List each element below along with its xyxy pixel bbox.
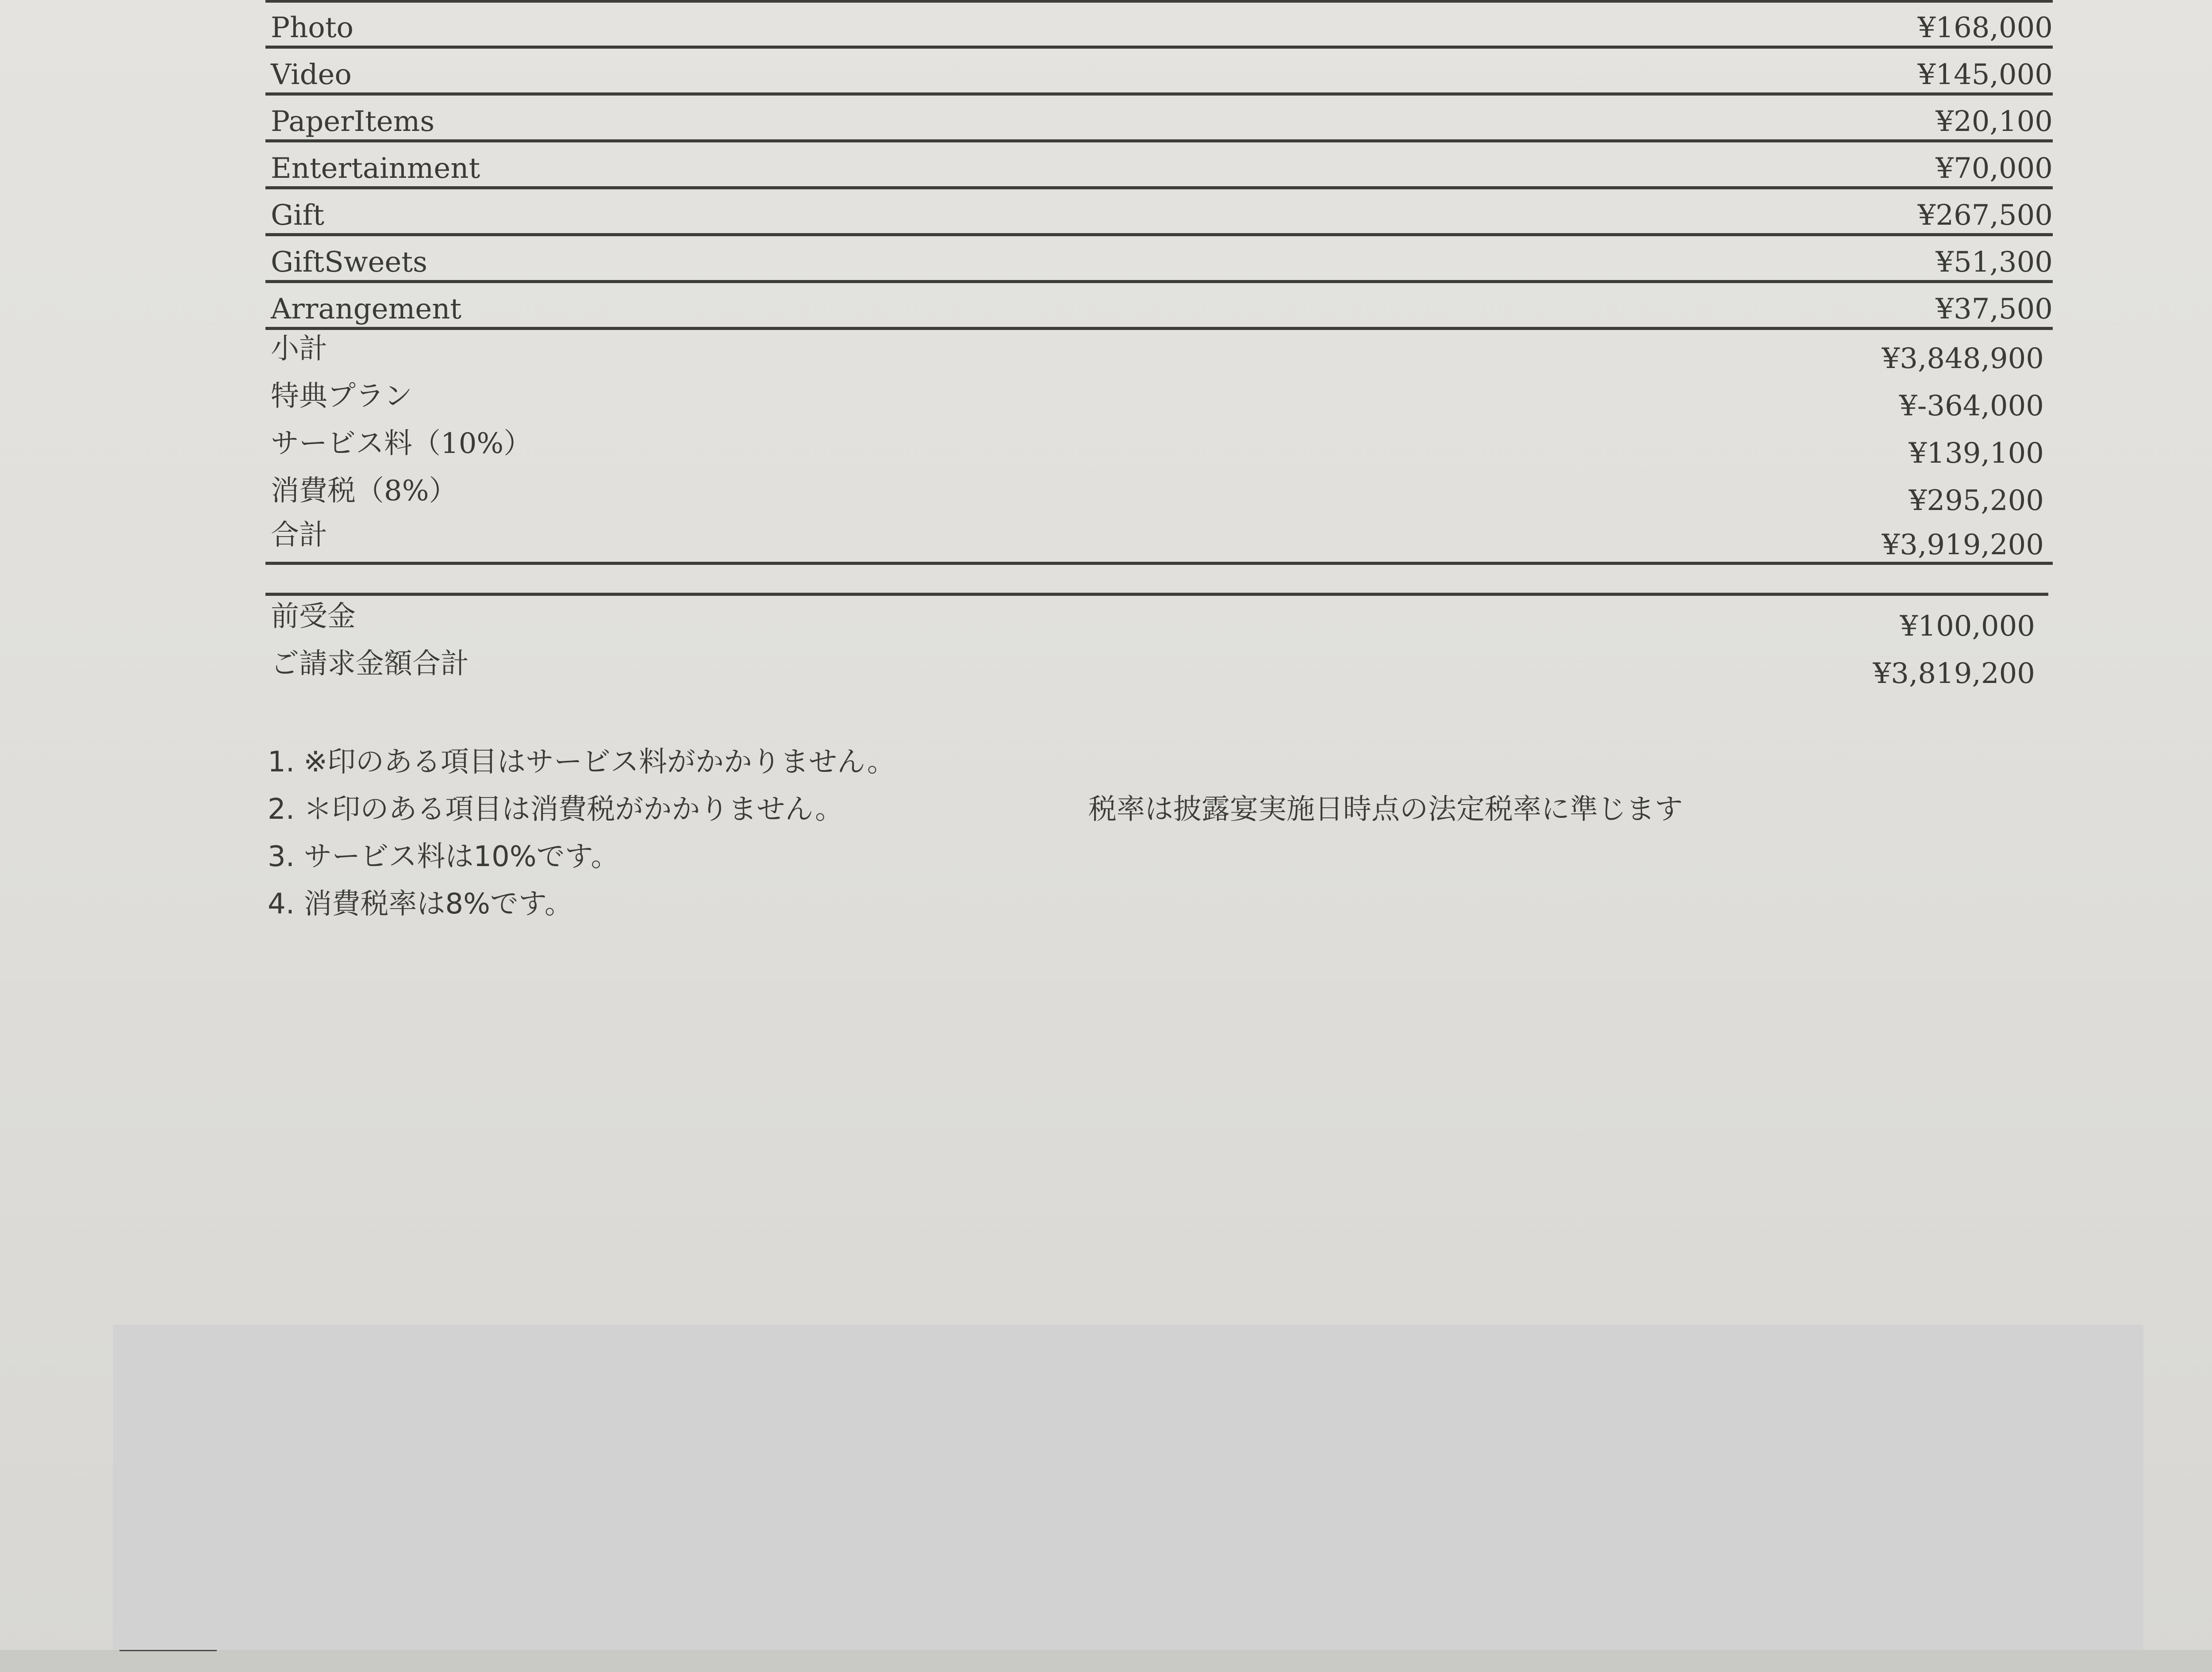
item-amount: ¥267,500	[1917, 199, 2053, 232]
advance-payment-label: 前受金	[271, 600, 356, 633]
service-fee-amount: ¥139,100	[1909, 437, 2044, 470]
item-amount: ¥51,300	[1936, 246, 2053, 279]
advance-payment-row	[265, 596, 2048, 643]
item-label: GiftSweets	[271, 246, 427, 279]
special-plan-label: 特典プラン	[271, 380, 412, 413]
total-amount: ¥3,919,200	[1882, 529, 2044, 561]
line-item-gift	[265, 189, 2053, 236]
line-items-table	[265, 0, 2053, 330]
item-label: Arrangement	[271, 293, 462, 326]
advance-payment-amount: ¥100,000	[1900, 610, 2035, 643]
note-item: 3. サービス料は10%です。	[268, 840, 619, 873]
item-label: Gift	[271, 199, 324, 232]
service-fee-row	[265, 423, 2053, 470]
notes-list	[268, 739, 1949, 928]
item-amount: ¥168,000	[1917, 12, 2053, 44]
consumption-tax-label: 消費税（8%）	[271, 475, 457, 507]
subtotal-row	[265, 328, 2053, 376]
note-item: 4. 消費税率は8%です。	[268, 888, 573, 920]
deposit-section	[265, 596, 2048, 690]
line-item-gift-sweets	[265, 236, 2053, 283]
line-item-entertainment	[265, 142, 2053, 189]
billing-total-amount: ¥3,819,200	[1873, 657, 2035, 690]
consumption-tax-row	[265, 470, 2053, 518]
note-item: 2. ＊印のある項目は消費税がかかりません。	[268, 793, 844, 826]
redaction-block	[113, 1325, 2143, 1650]
item-label: Photo	[271, 12, 354, 44]
service-fee-label: サービス料（10%）	[271, 427, 532, 460]
subtotal-label: 小計	[271, 333, 327, 365]
special-plan-amount: ¥-364,000	[1899, 390, 2044, 422]
line-item-paper-items	[265, 96, 2053, 142]
item-amount: ¥145,000	[1917, 58, 2053, 91]
note-item: 1. ※印のある項目はサービス料がかかりません。	[268, 746, 895, 778]
item-label: Video	[271, 58, 352, 91]
total-row	[265, 518, 2053, 565]
subtotal-amount: ¥3,848,900	[1882, 342, 2044, 375]
item-label: PaperItems	[271, 105, 435, 138]
total-label: 合計	[271, 519, 327, 552]
line-item-video	[265, 49, 2053, 96]
tax-rate-note: 税率は披露宴実施日時点の法定税率に準じます	[1088, 793, 1683, 826]
line-item-photo	[265, 0, 2053, 49]
billing-total-row	[265, 643, 2048, 690]
summary-section	[265, 328, 2053, 565]
item-amount: ¥20,100	[1936, 105, 2053, 138]
item-label: Entertainment	[271, 152, 480, 185]
item-amount: ¥37,500	[1936, 293, 2053, 326]
item-amount: ¥70,000	[1936, 152, 2053, 185]
billing-total-label: ご請求金額合計	[271, 648, 469, 680]
section-divider	[265, 593, 2048, 596]
page-bottom-edge	[0, 1650, 2212, 1672]
consumption-tax-amount: ¥295,200	[1909, 484, 2044, 517]
line-item-arrangement	[265, 283, 2053, 330]
special-plan-row	[265, 376, 2053, 423]
